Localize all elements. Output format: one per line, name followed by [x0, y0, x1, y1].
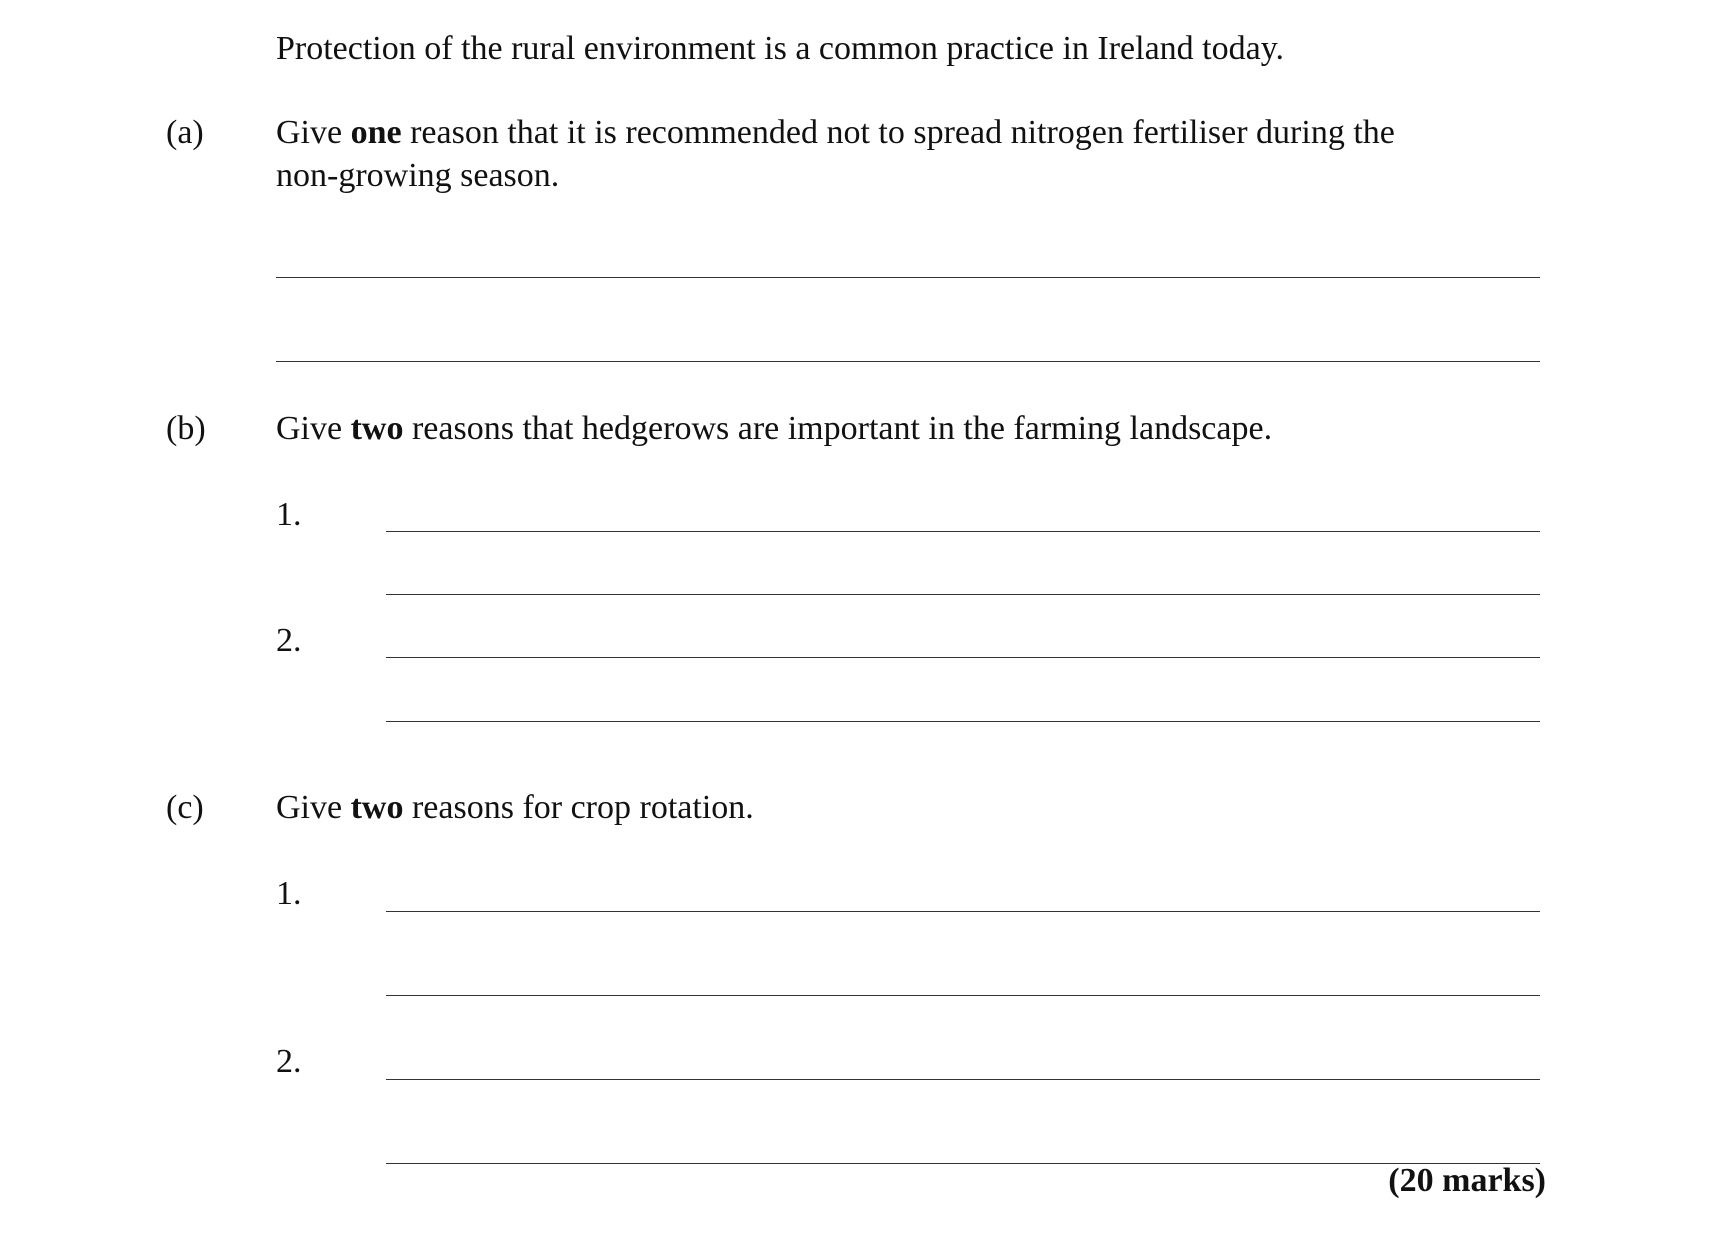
answer-line-c1b[interactable]: [386, 995, 1540, 996]
answer-line-b2a[interactable]: [386, 657, 1540, 658]
part-c-question: Give two reasons for crop rotation.: [276, 789, 754, 826]
part-c-item-1-number: 1.: [276, 875, 302, 912]
marks-total: (20 marks): [1388, 1162, 1546, 1199]
part-c-emphasis: two: [350, 789, 404, 826]
intro-text: Protection of the rural environment is a common practice in Ireland today.: [276, 30, 1285, 67]
answer-line-a2[interactable]: [276, 361, 1540, 362]
part-b-label: (b): [166, 410, 206, 447]
answer-line-b1b[interactable]: [386, 594, 1540, 595]
part-a-question: Give one reason that it is recommended not to spread nitrogen fertiliser during the: [276, 114, 1395, 151]
part-c-item-2-number: 2.: [276, 1043, 302, 1080]
answer-line-c2a[interactable]: [386, 1079, 1540, 1080]
part-b-question: Give two reasons that hedgerows are important in the farming landscape.: [276, 410, 1273, 447]
part-b-emphasis: two: [350, 410, 404, 447]
part-b-item-1-number: 1.: [276, 496, 302, 533]
answer-line-a1[interactable]: [276, 277, 1540, 278]
part-c-label: (c): [166, 789, 204, 826]
answer-line-b2b[interactable]: [386, 721, 1540, 722]
part-a-question-cont: non-growing season.: [276, 157, 560, 194]
answer-line-b1a[interactable]: [386, 531, 1540, 532]
answer-line-c2b[interactable]: [386, 1163, 1540, 1164]
answer-line-c1a[interactable]: [386, 911, 1540, 912]
part-a-emphasis: one: [350, 114, 402, 151]
part-b-item-2-number: 2.: [276, 622, 302, 659]
part-a-label: (a): [166, 114, 204, 151]
